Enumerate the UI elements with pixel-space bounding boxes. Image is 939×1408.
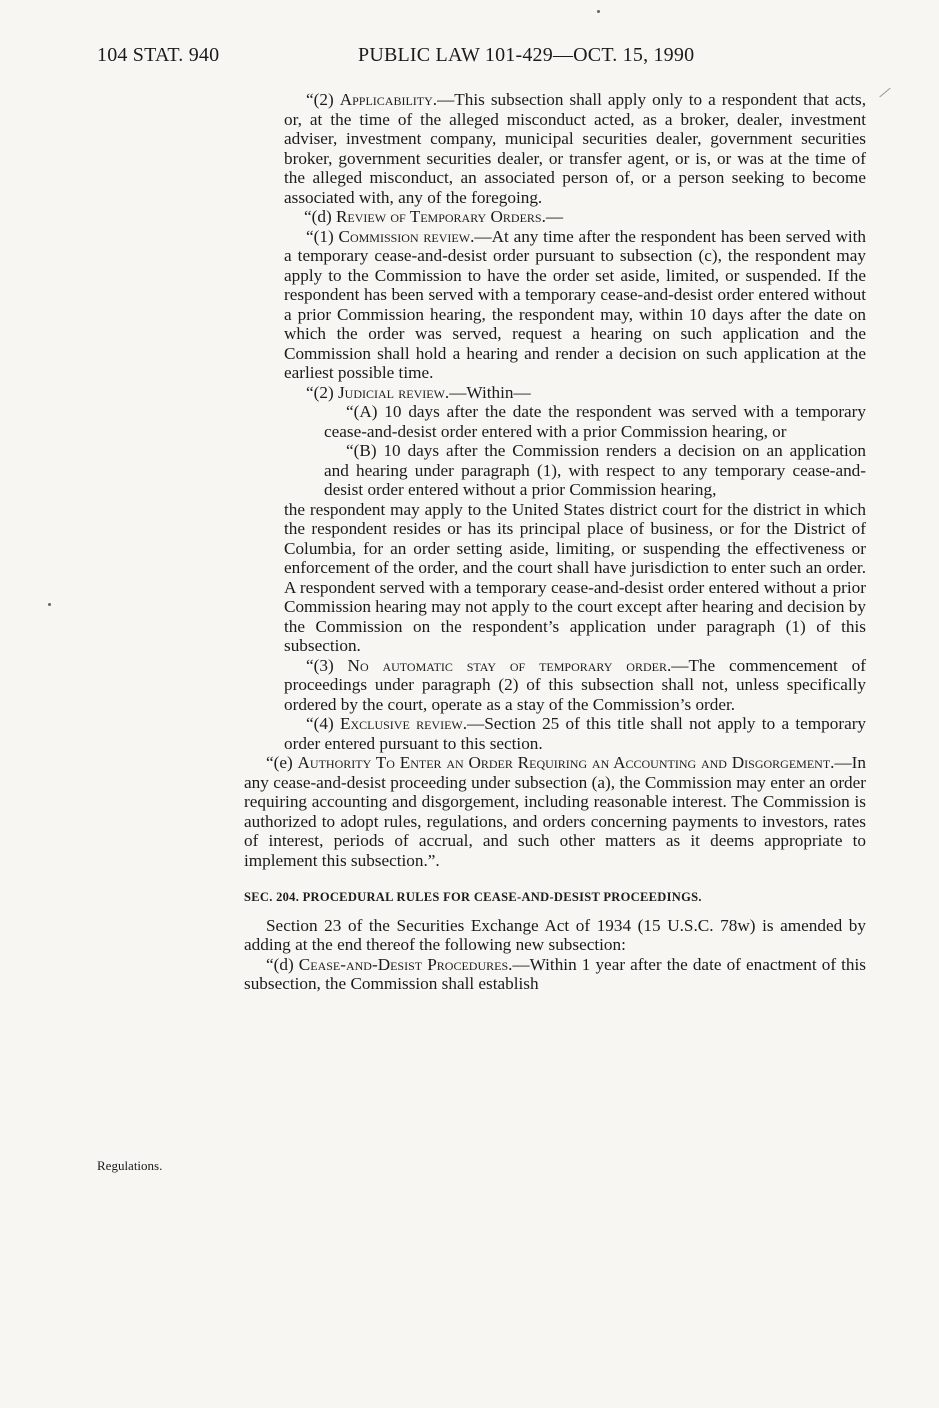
- paragraph-heading: Authority To Enter an Order Requiring an Accounting and Disgorgement.: [297, 753, 835, 772]
- subsection-c2-paragraph: [244, 90, 866, 207]
- paragraph-text: the respondent may apply to the United States district court for the district in which the respondent resides or has its principal place of business, or for the District of Columbia, for an order setting aside, limiting, or suspending the effectiveness or enforcement of the order, and the court shall have jurisdiction to enter such an order. A respondent served with a temporary cease-and-desist order entered without a prior Commission hearing may not apply to the court except after hearing and decision by the Commission on the respondent’s application under paragraph (1) of this subsection.: [284, 499, 866, 655]
- paragraph-text: —Section 25 of this title shall not apply to a temporary order entered pursuant to this section.: [284, 714, 867, 753]
- subsection-d3-paragraph: [244, 656, 866, 715]
- paragraph-lead: “(1): [306, 226, 339, 246]
- subsection-d1-paragraph: [244, 227, 866, 383]
- paragraph-text: —The commencement of proceedings under paragraph (2) of this subsection shall not, unless specifically ordered by the court, operate as a stay of the Commission’s order.: [284, 655, 866, 714]
- scan-mark: [879, 88, 890, 98]
- paragraph-text: —In any cease-and-desist proceeding under subsection (a), the Commission may enter an order requiring accounting and disgorgement, including reasonable interest. The Commission is authorized to adopt rules, regulations, and orders concerning payments to investors, rates of interest, periods of accrual, and such other matters as it deems appropriate to implement this subsection.”.: [244, 753, 866, 870]
- paragraph-heading: Cease-and-Desist Procedures.: [298, 954, 513, 974]
- paragraph-lead: “(3): [306, 655, 348, 675]
- paragraph-lead: “(4): [306, 714, 340, 733]
- subparagraph-A: [244, 402, 866, 441]
- paragraph-lead: “(e): [266, 753, 298, 772]
- final-paragraph: [244, 955, 866, 994]
- subsection-d-heading: [244, 207, 866, 227]
- scan-speck: [597, 10, 600, 13]
- scan-speck: [48, 603, 51, 606]
- subsection-d2-paragraph: [244, 383, 866, 403]
- paragraph-heading: Exclusive review.: [339, 714, 468, 733]
- paragraph-text: —: [545, 207, 564, 226]
- paragraph-text: “(B) 10 days after the Commission renders a decision on an application and hearing under paragraph (1), with respect to any temporary cease-and-desist order entered without a prior Commission hearing,: [324, 441, 866, 499]
- paragraph-heading: Judicial review.: [337, 382, 450, 402]
- paragraph-heading: Applicability.: [339, 90, 438, 109]
- paragraph-heading: Review of Temporary Orders.: [335, 207, 546, 226]
- paragraph-heading: No automatic stay of temporary order.: [347, 655, 672, 675]
- paragraph-text: “(A) 10 days after the date the respondent was served with a temporary cease-and-desist order entered with a prior Commission hearing, or: [324, 402, 866, 441]
- body-text: [244, 90, 866, 994]
- subsection-d2-continuation: [244, 500, 866, 656]
- paragraph-text: —Within 1 year after the date of enactment of this subsection, the Commission shall establish: [244, 954, 866, 993]
- subsection-e-paragraph: [244, 753, 866, 870]
- paragraph-lead: “(d): [266, 954, 299, 974]
- paragraph-lead: “(2): [306, 382, 338, 402]
- paragraph-heading: Commission review.: [338, 226, 475, 246]
- paragraph-lead: “(d): [304, 207, 336, 226]
- subsection-d4-paragraph: [244, 714, 866, 753]
- subparagraph-B: [244, 441, 866, 500]
- page-stat-reference: 104 STAT. 940: [97, 44, 220, 66]
- paragraph-text: —This subsection shall apply only to a respondent that acts, or, at the time of the alleged misconduct acted, as a broker, dealer, investment adviser, investment company, municipal securities dealer, government securities broker, government securities dealer, or transfer agent, or is, or was at the time of the alleged misconduct, an associated person of, or a person seeking to become associated with, any of the foregoing.: [284, 90, 866, 207]
- section-intro: Section 23 of the Securities Exchange Act of 1934 (15 U.S.C. 78w) is amended by adding at the end thereof the following new subsection:: [244, 915, 866, 954]
- paragraph-lead: “(2): [306, 90, 340, 109]
- margin-note: Regulations.: [97, 1158, 163, 1173]
- paragraph-text: —Within—: [449, 382, 531, 402]
- paragraph-text: —At any time after the respondent has been served with a temporary cease-and-desist order pursuant to subsection (c), the respondent may apply to the Commission to have the order set aside, limited, or suspended. If the respondent has been served with a temporary cease-and-desist order entered without a prior Commission hearing, the respondent may, within 10 days after the date on which the order was served, request a hearing on such application and the Commission shall hold a hearing and render a decision on such application at the earliest possible time.: [284, 226, 867, 382]
- running-header-title: PUBLIC LAW 101-429—OCT. 15, 1990: [358, 44, 695, 66]
- section-heading: SEC. 204. PROCEDURAL RULES FOR CEASE-AND-DESIST PROCEEDINGS.: [244, 890, 702, 904]
